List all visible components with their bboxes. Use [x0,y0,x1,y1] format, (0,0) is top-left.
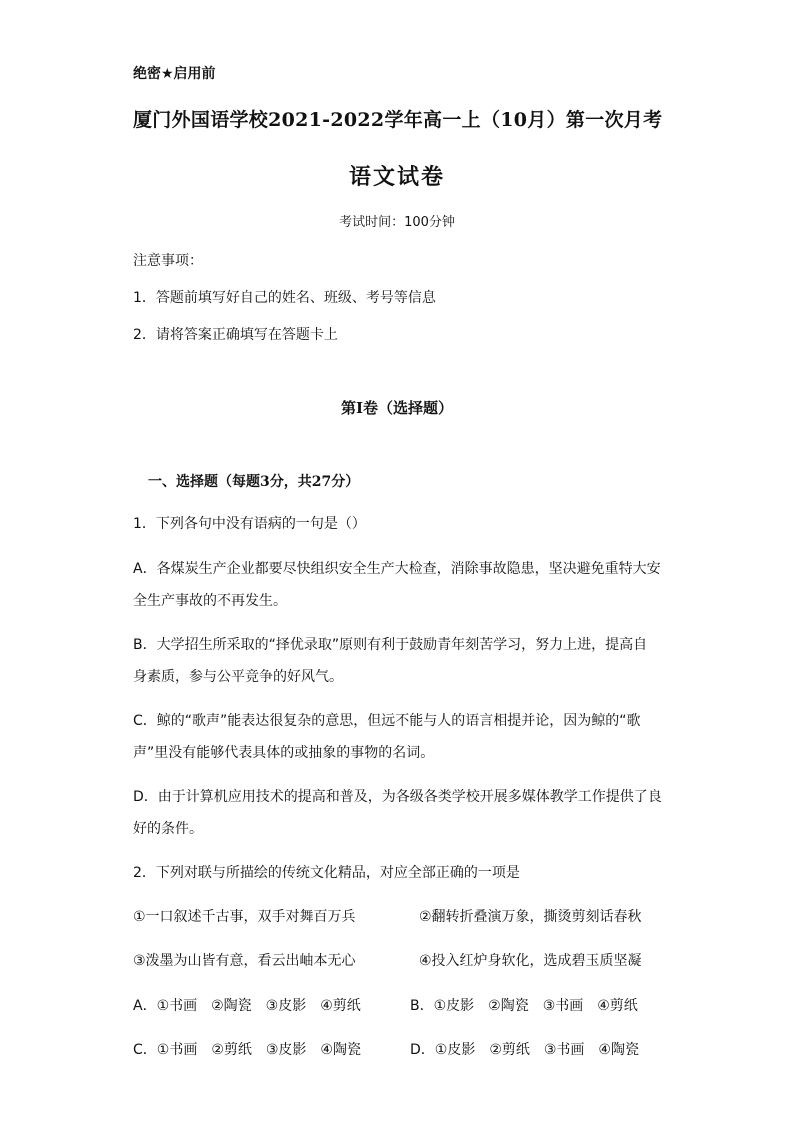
q1-option-a-line2: 全生产事故的不再发生。 [133,593,287,609]
school-exam-title: 厦门外国语学校2021-2022学年高一上（10月）第一次月考 [133,109,663,131]
couplet-item: ②翻转折叠演万象，撕烫剪刻话春秋 [419,909,642,925]
q1-option-d-line2: 好的条件。 [133,821,203,837]
notes-item: 1．答题前填写好自己的姓名、班级、考号等信息 [133,290,436,306]
couplet-item: ④投入红炉身软化，选成碧玉质坚凝 [419,953,642,969]
exam-time: 考试时间：100分钟 [339,215,455,230]
q1-option-c-line2: 声”里没有能够代表具体的或抽象的事物的名词。 [133,745,435,761]
part-title: 一、选择题（每题3分，共27分） [148,474,360,490]
notes-title: 注意事项： [133,253,203,269]
couplet-item: ①一口叙述千古事，双手对舞百万兵 [133,909,356,925]
question-1-stem: 1．下列各句中没有语病的一句是（） [133,516,366,532]
confidential-label: 绝密★启用前 [133,66,216,82]
question-2-stem: 2．下列对联与所描绘的传统文化精品，对应全部正确的一项是 [133,865,520,881]
notes-item: 2．请将答案正确填写在答题卡上 [133,327,338,343]
q2-option-c: C．①书画 ②剪纸 ③皮影 ④陶瓷 [133,1042,361,1058]
q1-option-a-line1: A．各煤炭生产企业都要尽快组织安全生产大检查，消除事故隐患，坚决避免重特大安 [133,561,661,577]
q1-option-d-line1: D．由于计算机应用技术的提高和普及，为各级各类学校开展多媒体教学工作提供了良 [133,789,662,805]
paper-title: 语文试卷 [348,164,445,190]
q1-option-b-line1: B．大学招生所采取的“择优录取”原则有利于鼓励青年刻苦学习，努力上进，提高自 [133,637,648,653]
q2-option-d: D．①皮影 ②剪纸 ③书画 ④陶瓷 [410,1042,639,1058]
q2-option-a: A．①书画 ②陶瓷 ③皮影 ④剪纸 [133,998,361,1014]
q1-option-c-line1: C．鲸的“歌声”能表达很复杂的意思，但远不能与人的语言相提并论，因为鲸的“歌 [133,713,641,729]
q2-option-b: B．①皮影 ②陶瓷 ③书画 ④剪纸 [410,998,638,1014]
section-title: 第I卷（选择题） [340,399,454,417]
couplet-item: ③泼墨为山皆有意，看云出岫本无心 [133,953,356,969]
q1-option-b-line2: 身素质，参与公平竞争的好风气。 [133,669,343,685]
